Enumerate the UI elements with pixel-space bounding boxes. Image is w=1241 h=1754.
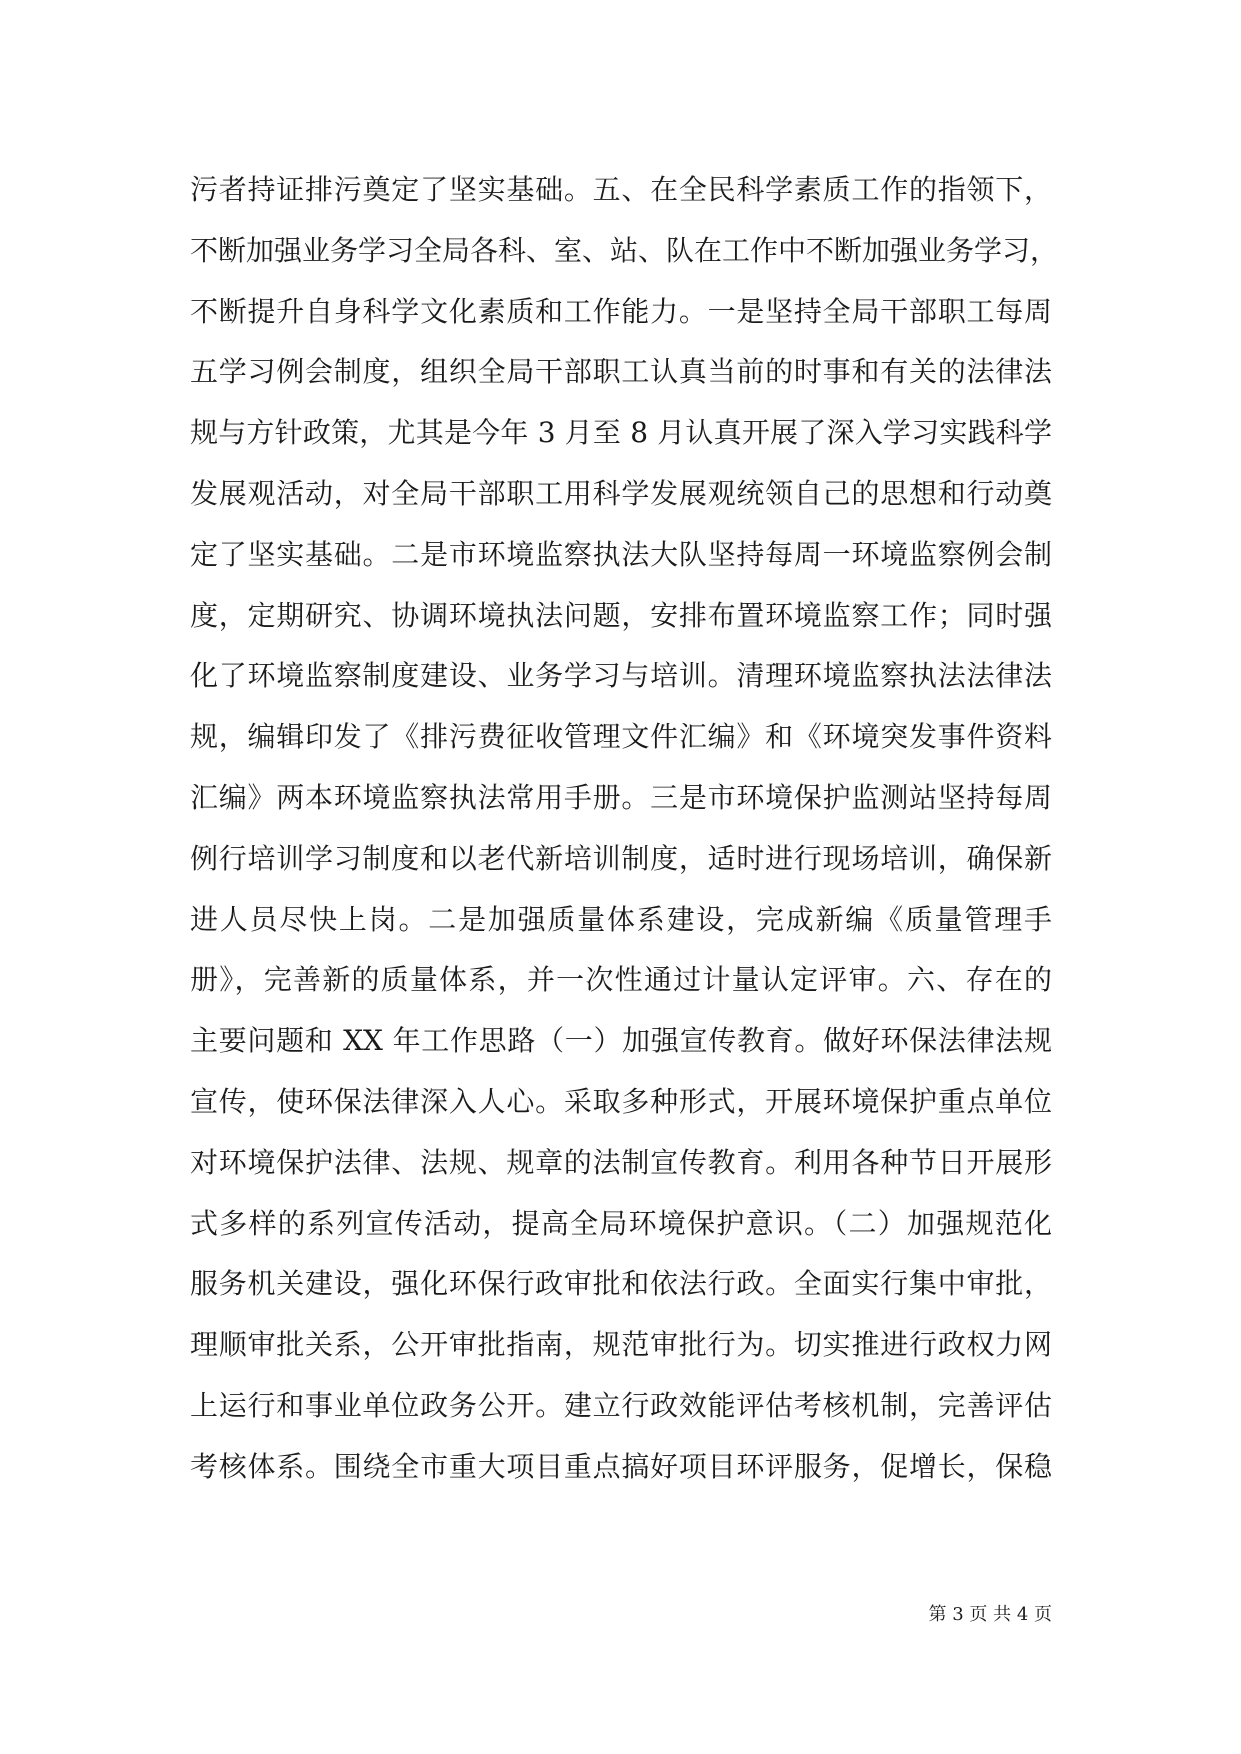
text-line: 式多样的系列宣传活动，提高全局环境保护意识。（二）加强规范化 [190, 1206, 1052, 1240]
text-line: 规，编辑印发了《排污费征收管理文件汇编》和《环境突发事件资料 [190, 720, 1052, 754]
text-line: 进人员尽快上岗。二是加强质量体系建设，完成新编《质量管理手 [190, 902, 1052, 936]
text-line: 考核体系。围绕全市重大项目重点搞好项目环评服务，促增长，保稳 [190, 1449, 1052, 1483]
text-line: 化了环境监察制度建设、业务学习与培训。清理环境监察执法法律法 [190, 659, 1052, 693]
body-text [190, 160, 1059, 1498]
text-line: 上运行和事业单位政务公开。建立行政效能评估考核机制，完善评估 [190, 1388, 1052, 1422]
text-line: 发展观活动，对全局干部职工用科学发展观统领自己的思想和行动奠 [190, 476, 1052, 510]
text-line: 定了坚实基础。二是市环境监察执法大队坚持每周一环境监察例会制 [190, 537, 1052, 571]
text-line: 册》，完善新的质量体系，并一次性通过计量认定评审。六、存在的 [190, 963, 1052, 997]
text-line: 宣传，使环保法律深入人心。采取多种形式，开展环境保护重点单位 [190, 1084, 1052, 1118]
text-line: 污者持证排污奠定了坚实基础。五、在全民科学素质工作的指领下， [190, 173, 1052, 206]
text-line: 度，定期研究、协调环境执法问题，安排布置环境监察工作；同时强 [190, 598, 1052, 632]
text-line: 五学习例会制度，组织全局干部职工认真当前的时事和有关的法律法 [190, 355, 1052, 389]
text-line: 不断提升自身科学文化素质和工作能力。一是坚持全局干部职工每周 [190, 294, 1052, 328]
text-line: 服务机关建设，强化环保行政审批和依法行政。全面实行集中审批， [190, 1267, 1052, 1301]
text-line: 例行培训学习制度和以老代新培训制度，适时进行现场培训，确保新 [190, 841, 1052, 875]
page-number-footer: 第 3 页 共 4 页 [928, 1604, 1052, 1625]
text-line: 对环境保护法律、法规、规章的法制宣传教育。利用各种节日开展形 [190, 1145, 1052, 1179]
text-line: 规与方针政策，尤其是今年 3 月至 8 月认真开展了深入学习实践科学 [190, 416, 1052, 450]
text-line: 主要问题和 XX 年工作思路（一）加强宣传教育。做好环保法律法规 [190, 1024, 1052, 1058]
text-line: 理顺审批关系，公开审批指南，规范审批行为。切实推进行政权力网 [190, 1328, 1052, 1362]
text-line: 不断加强业务学习全局各科、室、站、队在工作中不断加强业务学习， [190, 233, 1059, 267]
text-line: 汇编》两本环境监察执法常用手册。三是市环境保护监测站坚持每周 [190, 780, 1052, 814]
